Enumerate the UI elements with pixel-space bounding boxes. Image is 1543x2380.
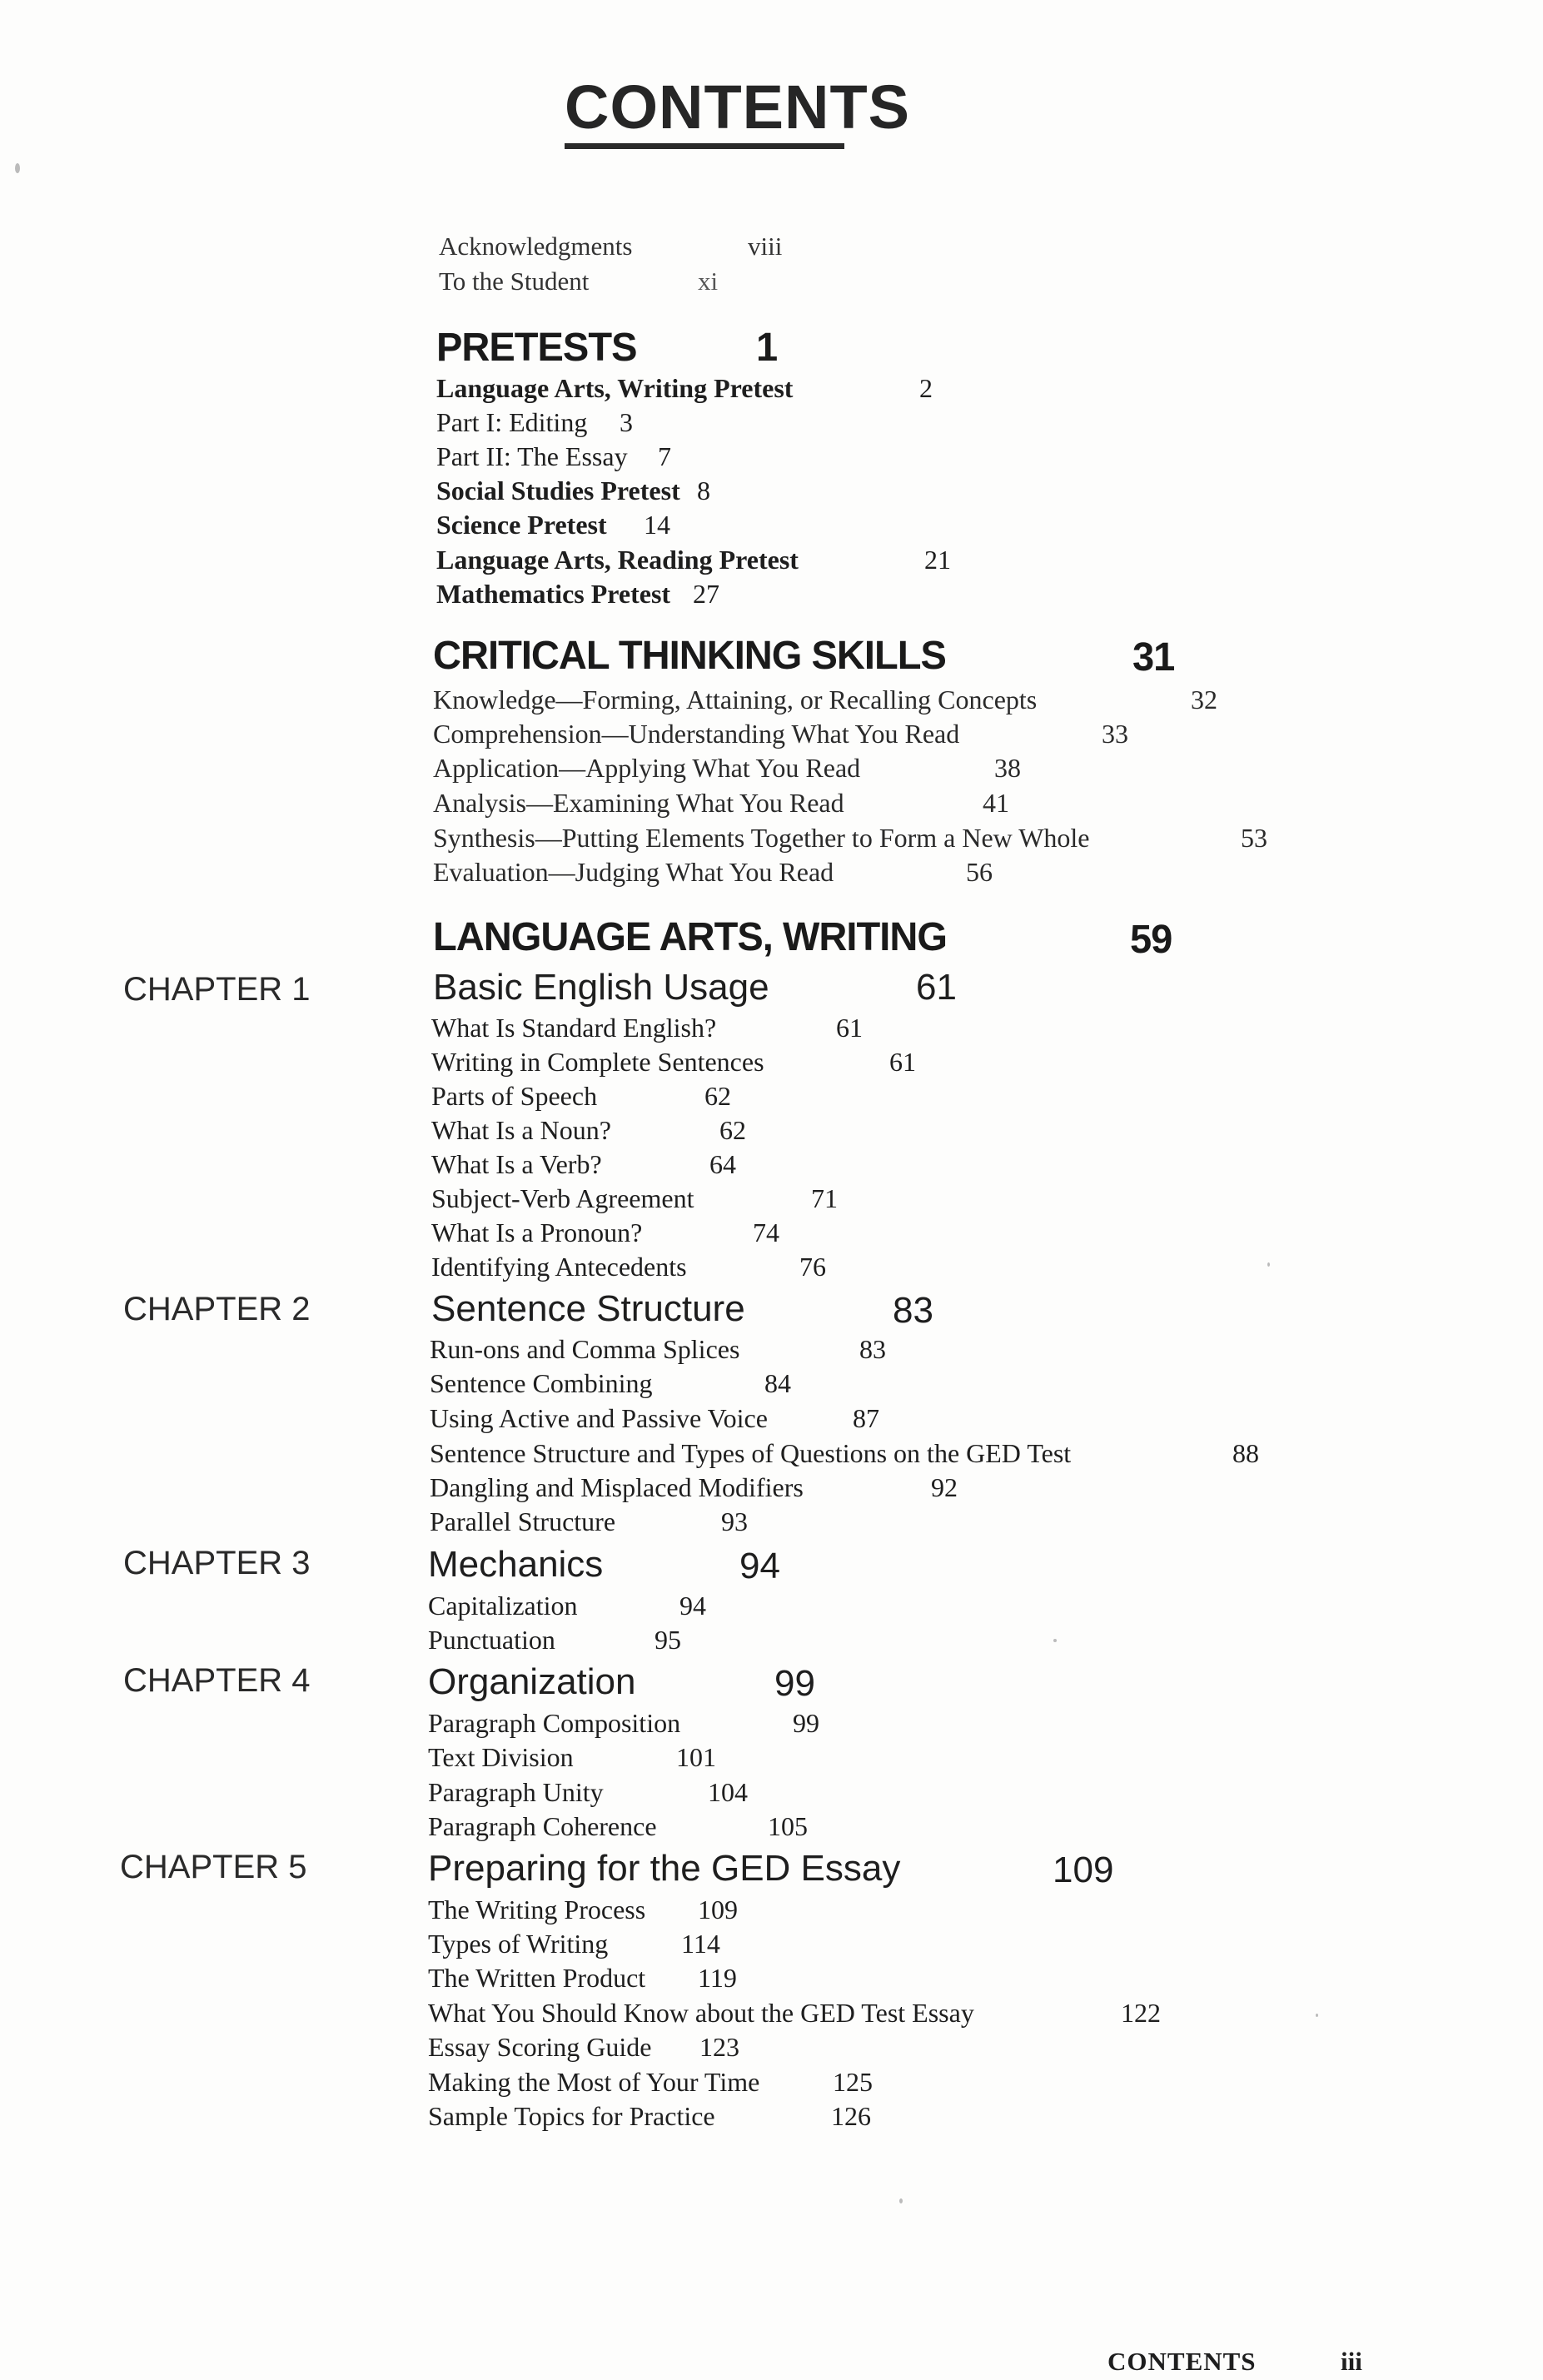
toc-entry[interactable]: Punctuation (428, 1625, 555, 1655)
scan-speck (15, 163, 20, 173)
chapter-label-4: CHAPTER 4 (123, 1662, 311, 1699)
chapter-page-1: 61 (916, 967, 957, 1008)
section-heading-pretests[interactable]: PRETESTS (436, 326, 637, 370)
toc-page: 93 (721, 1506, 748, 1536)
toc-entry[interactable]: What Is a Verb? (431, 1149, 602, 1179)
toc-page: 122 (1121, 1998, 1161, 2028)
toc-entry[interactable]: Application—Applying What You Read (433, 753, 861, 783)
toc-page: 123 (699, 2032, 739, 2062)
toc-entry[interactable]: Identifying Antecedents (431, 1252, 687, 1282)
toc-page: 21 (924, 545, 951, 575)
chapter-title-2[interactable]: Sentence Structure (431, 1288, 745, 1329)
chapter-label-5: CHAPTER 5 (120, 1849, 307, 1885)
toc-page: 62 (719, 1115, 746, 1145)
toc-page: 61 (836, 1013, 863, 1043)
running-footer-title: CONTENTS (1107, 2347, 1257, 2376)
toc-page: 76 (799, 1252, 826, 1282)
toc-entry[interactable]: Dangling and Misplaced Modifiers (430, 1472, 804, 1502)
toc-entry[interactable]: Language Arts, Reading Pretest (436, 545, 799, 575)
toc-entry[interactable]: Essay Scoring Guide (428, 2032, 652, 2062)
toc-page: 125 (833, 2067, 873, 2097)
toc-entry[interactable]: What Is Standard English? (431, 1013, 717, 1043)
section-page-language-arts-writing: 59 (1130, 918, 1172, 962)
toc-page: 71 (811, 1183, 838, 1213)
toc-page: 33 (1102, 719, 1128, 749)
toc-entry[interactable]: Part II: The Essay (436, 441, 628, 471)
toc-entry[interactable]: What Is a Noun? (431, 1115, 611, 1145)
toc-entry[interactable]: Synthesis—Putting Elements Together to Form a New Whole (433, 823, 1090, 853)
toc-entry[interactable]: Paragraph Composition (428, 1708, 681, 1738)
section-page-pretests: 1 (756, 326, 778, 370)
toc-page: 95 (655, 1625, 681, 1655)
toc-page: 14 (644, 510, 670, 540)
chapter-page-5: 109 (1053, 1850, 1114, 1890)
toc-page: 88 (1232, 1438, 1259, 1468)
toc-page: 92 (931, 1472, 958, 1502)
toc-page: 64 (709, 1149, 736, 1179)
toc-entry[interactable]: Text Division (428, 1742, 574, 1772)
section-heading-critical-thinking[interactable]: CRITICAL THINKING SKILLS (433, 634, 946, 678)
toc-page: 104 (708, 1777, 748, 1807)
chapter-title-5[interactable]: Preparing for the GED Essay (428, 1848, 901, 1889)
toc-page: 99 (793, 1708, 819, 1738)
toc-page: 38 (994, 753, 1021, 783)
toc-entry[interactable]: The Writing Process (428, 1895, 646, 1924)
toc-page: 74 (753, 1217, 779, 1247)
toc-page: 8 (697, 476, 710, 505)
toc-page: 53 (1241, 823, 1267, 853)
toc-page: 101 (676, 1742, 716, 1772)
chapter-page-4: 99 (774, 1663, 815, 1704)
toc-entry[interactable]: Sample Topics for Practice (428, 2101, 715, 2131)
chapter-label-3: CHAPTER 3 (123, 1545, 311, 1581)
toc-page: 109 (698, 1895, 738, 1924)
toc-entry[interactable]: Types of Writing (428, 1929, 609, 1959)
toc-page: 7 (658, 441, 671, 471)
toc-entry[interactable]: Evaluation—Judging What You Read (433, 857, 834, 887)
toc-entry[interactable]: What Is a Pronoun? (431, 1217, 643, 1247)
toc-entry[interactable]: Sentence Structure and Types of Questions on the GED Test (430, 1438, 1072, 1468)
toc-page-acknowledgments: viii (748, 232, 783, 261)
toc-page: 2 (919, 373, 933, 403)
toc-entry[interactable]: Subject-Verb Agreement (431, 1183, 694, 1213)
toc-entry-to-the-student[interactable]: To the Student (439, 266, 590, 296)
toc-page: 119 (698, 1963, 737, 1993)
toc-entry[interactable]: Language Arts, Writing Pretest (436, 373, 794, 403)
toc-page: 126 (831, 2101, 871, 2131)
toc-entry[interactable]: Comprehension—Understanding What You Read (433, 719, 960, 749)
section-heading-language-arts-writing[interactable]: LANGUAGE ARTS, WRITING (433, 915, 947, 959)
chapter-title-4[interactable]: Organization (428, 1661, 636, 1702)
toc-page: 87 (853, 1403, 879, 1433)
toc-page: 41 (983, 788, 1009, 818)
page-title: CONTENTS (565, 72, 910, 142)
toc-entry[interactable]: Paragraph Coherence (428, 1811, 657, 1841)
chapter-page-3: 94 (739, 1546, 780, 1586)
toc-page: 3 (620, 407, 633, 437)
scan-speck (1267, 1262, 1270, 1267)
toc-entry[interactable]: Analysis—Examining What You Read (433, 788, 844, 818)
toc-entry[interactable]: Using Active and Passive Voice (430, 1403, 768, 1433)
toc-entry[interactable]: Parts of Speech (431, 1081, 598, 1111)
toc-page: 32 (1191, 685, 1217, 714)
chapter-page-2: 83 (893, 1290, 933, 1331)
chapter-title-1[interactable]: Basic English Usage (433, 967, 769, 1008)
toc-entry[interactable]: Making the Most of Your Time (428, 2067, 760, 2097)
toc-page: 61 (889, 1047, 916, 1077)
toc-entry[interactable]: Run-ons and Comma Splices (430, 1334, 740, 1364)
chapter-label-1: CHAPTER 1 (123, 971, 311, 1008)
scan-speck (1053, 1639, 1057, 1642)
toc-entry[interactable]: Mathematics Pretest (436, 579, 671, 609)
toc-entry-acknowledgments[interactable]: Acknowledgments (439, 232, 633, 261)
toc-page-to-the-student: xi (698, 266, 719, 296)
toc-page: 83 (859, 1334, 886, 1364)
toc-page: 27 (693, 579, 719, 609)
toc-entry[interactable]: Social Studies Pretest (436, 476, 680, 505)
toc-entry[interactable]: Capitalization (428, 1591, 578, 1621)
scan-speck (1316, 2014, 1318, 2017)
toc-entry[interactable]: Paragraph Unity (428, 1777, 604, 1807)
toc-entry[interactable]: Parallel Structure (430, 1506, 616, 1536)
toc-page: 56 (966, 857, 993, 887)
toc-page: 62 (704, 1081, 731, 1111)
toc-page: 114 (681, 1929, 720, 1959)
section-page-critical-thinking: 31 (1132, 635, 1175, 680)
toc-entry[interactable]: Part I: Editing (436, 407, 588, 437)
page-number: iii (1341, 2347, 1362, 2376)
toc-entry[interactable]: Writing in Complete Sentences (431, 1047, 764, 1077)
chapter-title-3[interactable]: Mechanics (428, 1544, 604, 1585)
toc-entry[interactable]: Knowledge—Forming, Attaining, or Recalling Concepts (433, 685, 1038, 714)
scan-speck (899, 2198, 903, 2203)
title-underline (565, 143, 844, 149)
toc-page: 105 (768, 1811, 808, 1841)
toc-page: 94 (679, 1591, 706, 1621)
chapter-label-2: CHAPTER 2 (123, 1291, 311, 1327)
toc-entry[interactable]: What You Should Know about the GED Test Essay (428, 1998, 974, 2028)
toc-entry[interactable]: Science Pretest (436, 510, 607, 540)
toc-entry[interactable]: The Written Product (428, 1963, 646, 1993)
toc-page: 84 (764, 1368, 791, 1398)
toc-entry[interactable]: Sentence Combining (430, 1368, 653, 1398)
